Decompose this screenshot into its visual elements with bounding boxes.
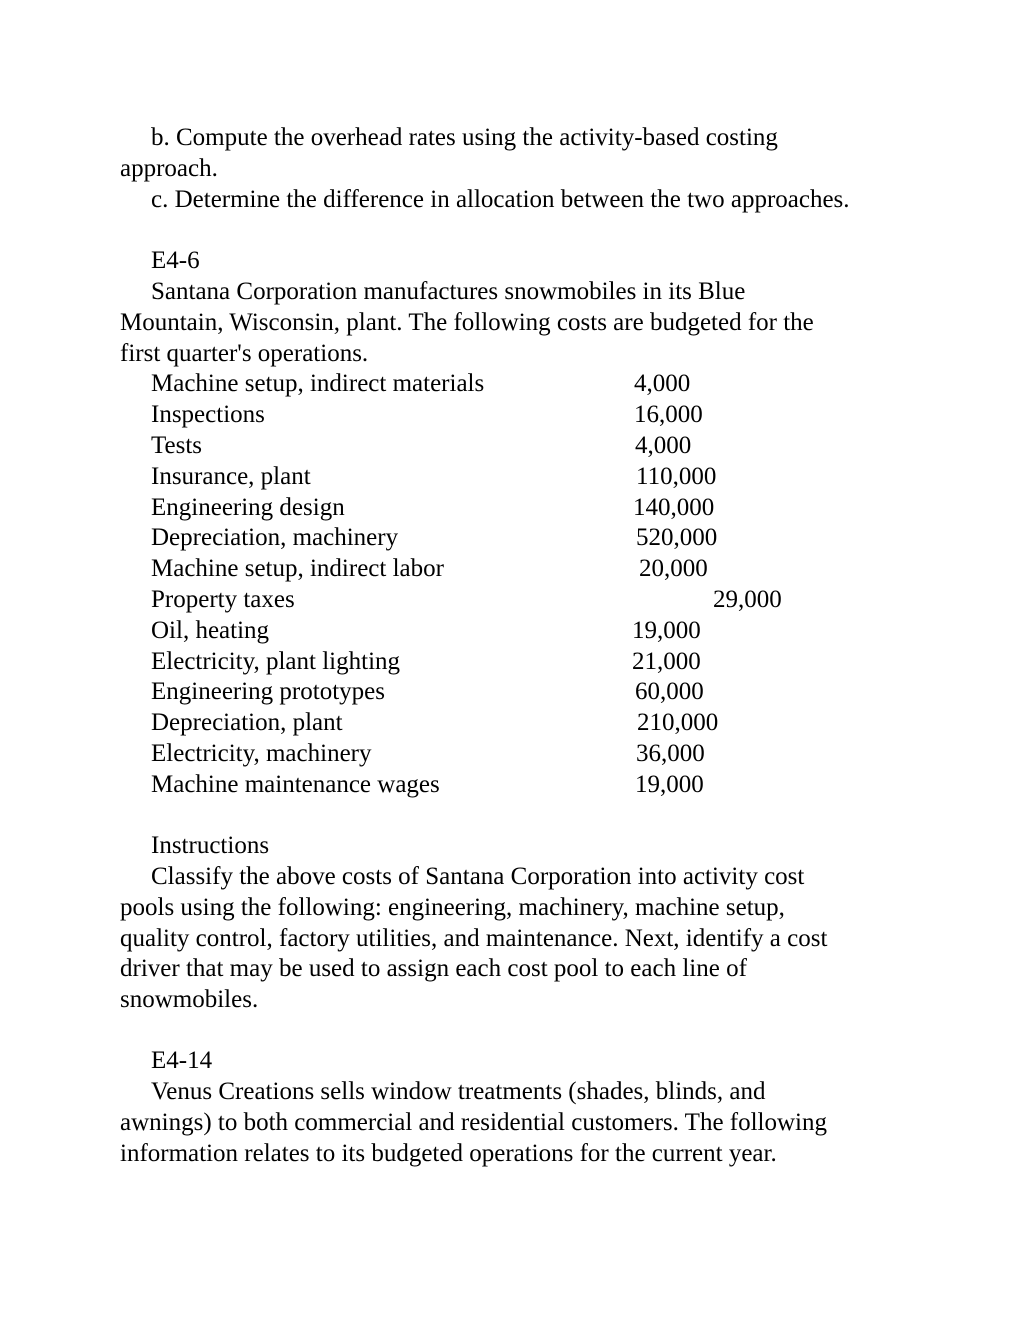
cost-label: Electricity, plant lighting (151, 648, 401, 675)
cost-amount: 4,000 (634, 370, 691, 397)
cost-amount: 21,000 (632, 648, 701, 675)
cost-label: Machine setup, indirect labor (151, 555, 444, 582)
e4-6-heading: E4-6 (151, 247, 200, 274)
instructions-line-3: quality control, factory utilities, and maintenance. Next, identify a cost (120, 925, 828, 952)
cost-amount: 110,000 (636, 463, 717, 490)
cost-amount: 29,000 (713, 586, 782, 613)
cost-label: Property taxes (151, 586, 295, 613)
part-b-line-1: b. Compute the overhead rates using the activity-based costing (151, 124, 778, 151)
e4-14-description-line-3: information relates to its budgeted operations for the current year. (120, 1140, 777, 1167)
cost-label: Machine setup, indirect materials (151, 370, 485, 397)
instructions-line-4: driver that may be used to assign each cost pool to each line of (120, 955, 747, 982)
e4-6-description-line-1: Santana Corporation manufactures snowmobiles in its Blue (151, 278, 746, 305)
cost-label: Oil, heating (151, 617, 270, 644)
e4-14-heading: E4-14 (151, 1047, 213, 1074)
part-b-line-2: approach. (120, 155, 218, 182)
cost-label: Depreciation, plant (151, 709, 343, 736)
cost-label: Electricity, machinery (151, 740, 372, 767)
cost-label: Tests (151, 432, 203, 459)
e4-14-description-line-2: awnings) to both commercial and residential customers. The following (120, 1109, 828, 1136)
instructions-line-5: snowmobiles. (120, 986, 259, 1013)
cost-label: Machine maintenance wages (151, 771, 440, 798)
instructions-line-2: pools using the following: engineering, machinery, machine setup, (120, 894, 785, 921)
cost-amount: 4,000 (635, 432, 692, 459)
cost-label: Insurance, plant (151, 463, 311, 490)
cost-amount: 20,000 (639, 555, 708, 582)
cost-amount: 16,000 (634, 401, 703, 428)
cost-amount: 19,000 (632, 617, 701, 644)
instructions-line-1: Classify the above costs of Santana Corporation into activity cost (151, 863, 805, 890)
part-c-line: c. Determine the difference in allocation between the two approaches. (151, 186, 850, 213)
e4-6-description-line-3: first quarter's operations. (120, 340, 369, 367)
cost-amount: 520,000 (636, 524, 718, 551)
e4-6-description-line-2: Mountain, Wisconsin, plant. The following costs are budgeted for the (120, 309, 814, 336)
cost-amount: 140,000 (633, 494, 715, 521)
e4-14-description-line-1: Venus Creations sells window treatments (shades, blinds, and (151, 1078, 766, 1105)
cost-amount: 19,000 (635, 771, 704, 798)
cost-amount: 36,000 (636, 740, 705, 767)
instructions-heading: Instructions (151, 832, 270, 859)
cost-amount: 60,000 (635, 678, 704, 705)
cost-label: Inspections (151, 401, 265, 428)
cost-label: Depreciation, machinery (151, 524, 399, 551)
cost-label: Engineering design (151, 494, 345, 521)
cost-label: Engineering prototypes (151, 678, 385, 705)
cost-amount: 210,000 (637, 709, 719, 736)
